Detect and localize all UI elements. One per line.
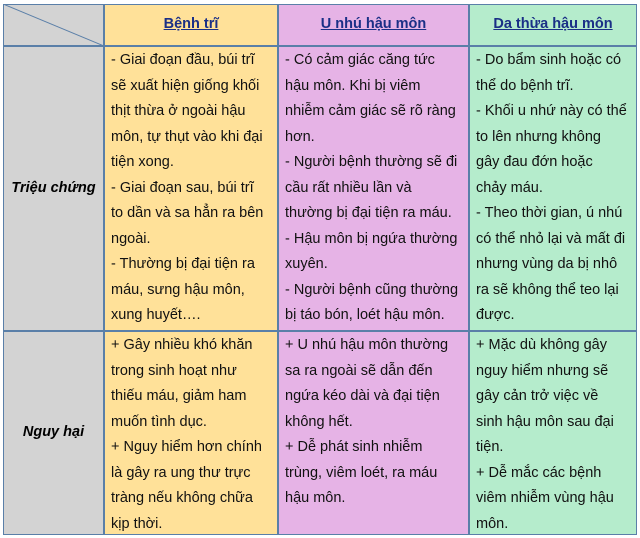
text-line: - Giai đoạn đầu, búi trĩ xyxy=(111,52,255,68)
text-line: thịt thừa ở ngoài hậu xyxy=(111,103,246,119)
text-line: là gây ra ung thư trực xyxy=(111,464,251,481)
text-line: không hết. xyxy=(285,413,353,430)
text-line: ngoài. xyxy=(111,230,151,247)
row-label-nguy-hai xyxy=(3,331,104,535)
cell-r2c3 xyxy=(469,331,637,535)
grid-line xyxy=(3,45,637,47)
text-line: + Mặc dù không gây xyxy=(476,337,607,353)
header-label: U nhú hậu môn xyxy=(320,16,427,33)
text-line: gây đau đớn hoặc xyxy=(476,154,593,170)
text-line: + Gây nhiều khó khăn xyxy=(111,337,253,353)
text-line: + Nguy hiểm hơn chính xyxy=(111,439,262,455)
grid-line xyxy=(3,330,637,332)
text-line: xuyên. xyxy=(285,256,328,272)
text-line: - Có cảm giác căng tức xyxy=(285,52,435,68)
grid-line xyxy=(3,4,637,5)
cell-r1c2 xyxy=(278,46,469,331)
text-line: - Hậu môn bị ngứa thường xyxy=(285,230,458,247)
text-line: viêm nhiễm vùng hậu xyxy=(476,490,614,506)
grid-line xyxy=(3,4,4,535)
text-line: chảy máu. xyxy=(476,179,543,196)
text-line: nhiễm cảm giác sẽ rõ ràng xyxy=(285,103,456,119)
text-line: muốn tình dục. xyxy=(111,413,207,430)
text-line: môn, tự thụt vào khi đại xyxy=(111,128,263,145)
text-line: ra sẽ không thể teo lại xyxy=(476,281,619,298)
text-line: xung huyết…. xyxy=(111,307,201,323)
header-da-thua-hau-mon xyxy=(469,4,637,46)
text-line: to dần và sa hẳn ra bên xyxy=(111,205,264,221)
grid-line xyxy=(277,4,279,535)
text-line: - Thường bị đại tiện ra xyxy=(111,256,255,272)
text-line: hơn. xyxy=(285,128,315,145)
text-line: nhưng vùng da bị nhô xyxy=(476,256,618,272)
text-line: - Người bệnh thường sẽ đi xyxy=(285,154,458,170)
cell-r2c1 xyxy=(104,331,278,535)
text-line: + Dễ phát sinh nhiễm xyxy=(285,439,423,455)
text-line: - Theo thời gian, ú nhú xyxy=(476,205,623,221)
cell-r1c3 xyxy=(469,46,637,331)
grid-line xyxy=(636,4,637,535)
text-line: - Do bẩm sinh hoặc có xyxy=(476,52,622,68)
header-benh-tri xyxy=(104,4,278,46)
text-line: + Dễ mắc các bệnh xyxy=(476,464,602,481)
text-line: - Giai đoạn sau, búi trĩ xyxy=(111,179,254,196)
text-line: sinh hậu môn sau đại xyxy=(476,413,614,430)
text-line: nguy hiểm nhưng sẽ xyxy=(476,362,609,379)
text-line: tràng nếu không chữa xyxy=(111,490,253,506)
row-label: Triệu chứng xyxy=(11,179,96,196)
text-line: - Khối u nhứ này có thể xyxy=(476,103,627,119)
text-line: thể do bệnh trĩ. xyxy=(476,77,574,94)
text-line: máu, sưng hậu môn, xyxy=(111,281,245,298)
text-line: trùng, viêm loét, ra máu xyxy=(285,464,438,481)
text-line: to lên nhưng không xyxy=(476,128,601,145)
text-line: tiện xong. xyxy=(111,154,174,170)
grid-line xyxy=(3,534,637,535)
header-u-nhu-hau-mon xyxy=(278,4,469,46)
row-label-trieu-chung xyxy=(3,46,104,331)
comparison-table xyxy=(3,4,637,535)
text-line: hậu môn. Khi bị viêm xyxy=(285,77,421,94)
row-label: Nguy hại xyxy=(22,424,85,441)
text-line: được. xyxy=(476,307,515,323)
text-line: tiện. xyxy=(476,439,504,455)
text-line: gây cản trở việc về xyxy=(476,388,599,404)
header-label: Da thừa hậu môn xyxy=(493,16,613,33)
text-line: bị táo bón, loét hậu môn. xyxy=(285,307,445,323)
text-line: ngứa kéo dài và đại tiện xyxy=(285,388,440,404)
text-line: trong sinh hoạt như xyxy=(111,362,237,379)
text-line: sa ra ngoài sẽ dẫn đến xyxy=(285,362,433,379)
grid-line xyxy=(468,4,470,535)
text-line: có thể nhỏ lại và mất đi xyxy=(476,230,626,247)
grid-line xyxy=(103,4,105,535)
text-line: môn. xyxy=(476,515,509,532)
text-line: thiếu máu, giảm ham xyxy=(111,388,247,404)
cell-r1c1 xyxy=(104,46,278,331)
text-line: hậu môn. xyxy=(285,490,346,506)
text-line: thường bị đại tiện ra máu. xyxy=(285,205,452,221)
corner-diagonal xyxy=(3,4,104,46)
text-line: + U nhú hậu môn thường xyxy=(285,337,449,353)
text-line: - Người bệnh cũng thường xyxy=(285,281,459,298)
header-label: Bệnh trĩ xyxy=(163,16,219,33)
cell-r2c2 xyxy=(278,331,469,535)
text-line: sẽ xuất hiện giống khối xyxy=(111,77,260,94)
text-line: cầu rất nhiều lần và xyxy=(285,179,412,196)
corner-cell xyxy=(3,4,104,46)
text-line: kịp thời. xyxy=(111,515,163,532)
